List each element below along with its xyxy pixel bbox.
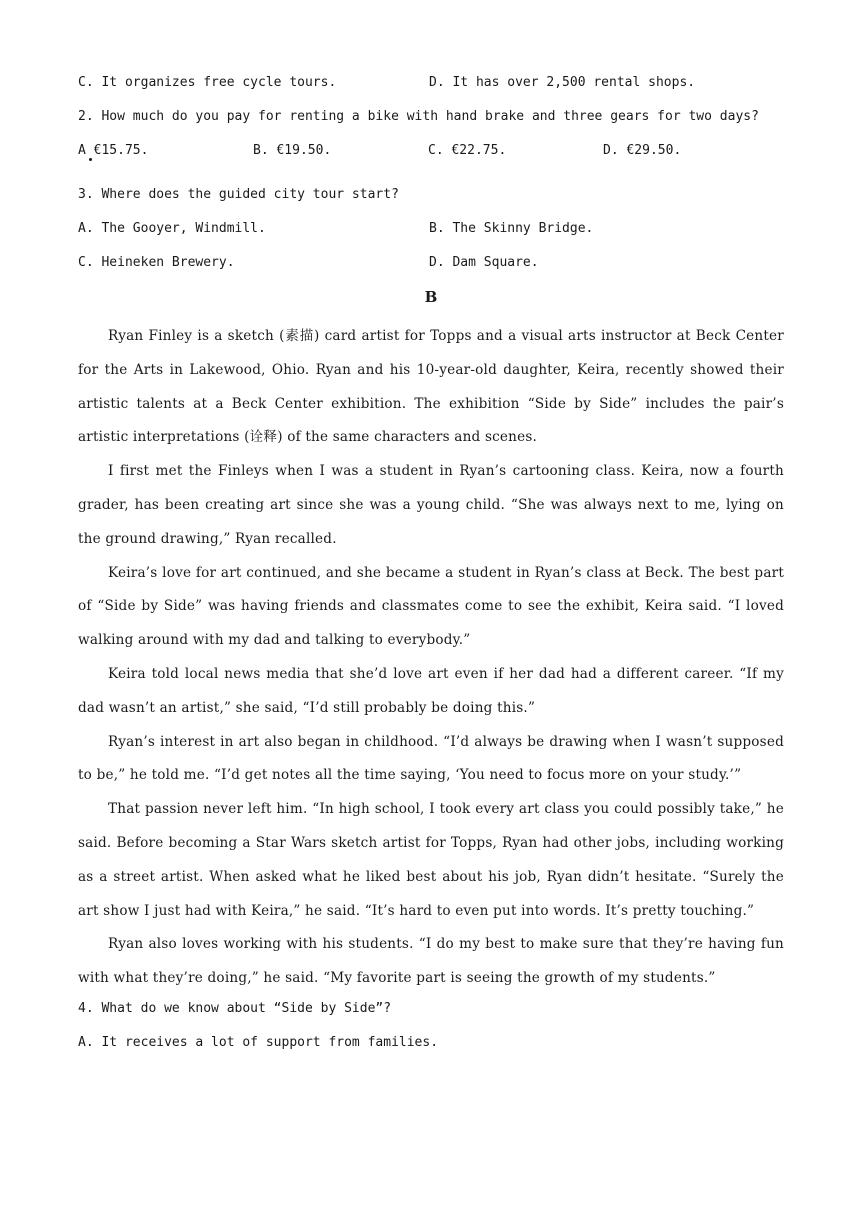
paragraph-7: Ryan also loves working with his students. “I do my best to make sure that they’re having fun with what they’re doing,” he said. “My favorite part is seeing the growth of my students.” (78, 936, 784, 987)
q4-option-a[interactable]: A. It receives a lot of support from families. (78, 1034, 439, 1050)
q1-option-c[interactable]: C. It organizes free cycle tours. (78, 75, 337, 90)
paragraph-4: Keira told local news media that she’d love art even if her dad had a different career. “If my dad wasn’t an artist,” she said, “I’d still probably be doing this.” (78, 665, 784, 716)
q1-options-row (78, 72, 784, 106)
q2-option-a[interactable]: A €15.75. (78, 143, 149, 158)
q1-option-d[interactable]: D. It has over 2,500 rental shops. (429, 75, 696, 90)
q3-option-c[interactable]: C. Heineken Brewery. (78, 255, 235, 270)
q2-option-c[interactable]: C. €22.75. (428, 143, 507, 158)
document-page (78, 72, 784, 1066)
q3-option-a[interactable]: A. The Gooyer, Windmill. (78, 221, 266, 236)
q3-options-row-2 (78, 252, 784, 286)
paragraph-2: I first met the Finleys when I was a student in Ryan’s cartooning class. Keira, now a fourth grader, has been creating art since she was a young child. “She was always next to me, lying on the ground drawing,” Ryan recalled. (78, 463, 784, 547)
paragraph-5: Ryan’s interest in art also began in childhood. “I’d always be drawing when I wasn’t supposed to be,” he told me. “I’d get notes all the time saying, ‘You need to focus more on your study.’” (78, 733, 784, 784)
q3-option-d[interactable]: D. Dam Square. (429, 255, 539, 270)
q2-option-d[interactable]: D. €29.50. (603, 143, 682, 158)
q3-option-b[interactable]: B. The Skinny Bridge. (429, 221, 594, 236)
section-heading: B (424, 288, 438, 306)
paragraph-1: Ryan Finley is a sketch (素描) card artist for Topps and a visual arts instructor at Beck Center for the Arts in Lakewood, Ohio. Ryan and his 10-year-old daughter, Keira, recently showed their artistic talents at a Beck Center exhibition. The exhibition “Side by Side” includes the pair’s artistic interpretations (诠释) of the same characters and scenes. (78, 328, 784, 446)
q2-stem: 2. How much do you pay for renting a bike with hand brake and three gears for two days? (78, 109, 759, 124)
q3-stem: 3. Where does the guided city tour start? (78, 187, 399, 202)
q4-stem: 4. What do we know about “Side by Side”? (78, 1000, 392, 1016)
q2-option-b[interactable]: B. €19.50. (253, 143, 332, 158)
q3-options-row-1 (78, 218, 784, 252)
paragraph-3: Keira’s love for art continued, and she became a student in Ryan’s class at Beck. The best part of “Side by Side” was having friends and classmates come to see the exhibit, Keira said. “I loved walking around with my dad and talking to everybody.” (78, 564, 784, 649)
q2-options-row (78, 140, 784, 174)
paragraph-6: That passion never left him. “In high school, I took every art class you could possibly take,” he said. Before becoming a Star Wars sketch artist for Topps, Ryan had other jobs, including working as a street artist. When asked what he liked best about his job, Ryan didn’t hesitate. “Surely the art show I just had with Keira,” he said. “It’s hard to even put into words. It’s pretty touching.” (78, 801, 784, 919)
